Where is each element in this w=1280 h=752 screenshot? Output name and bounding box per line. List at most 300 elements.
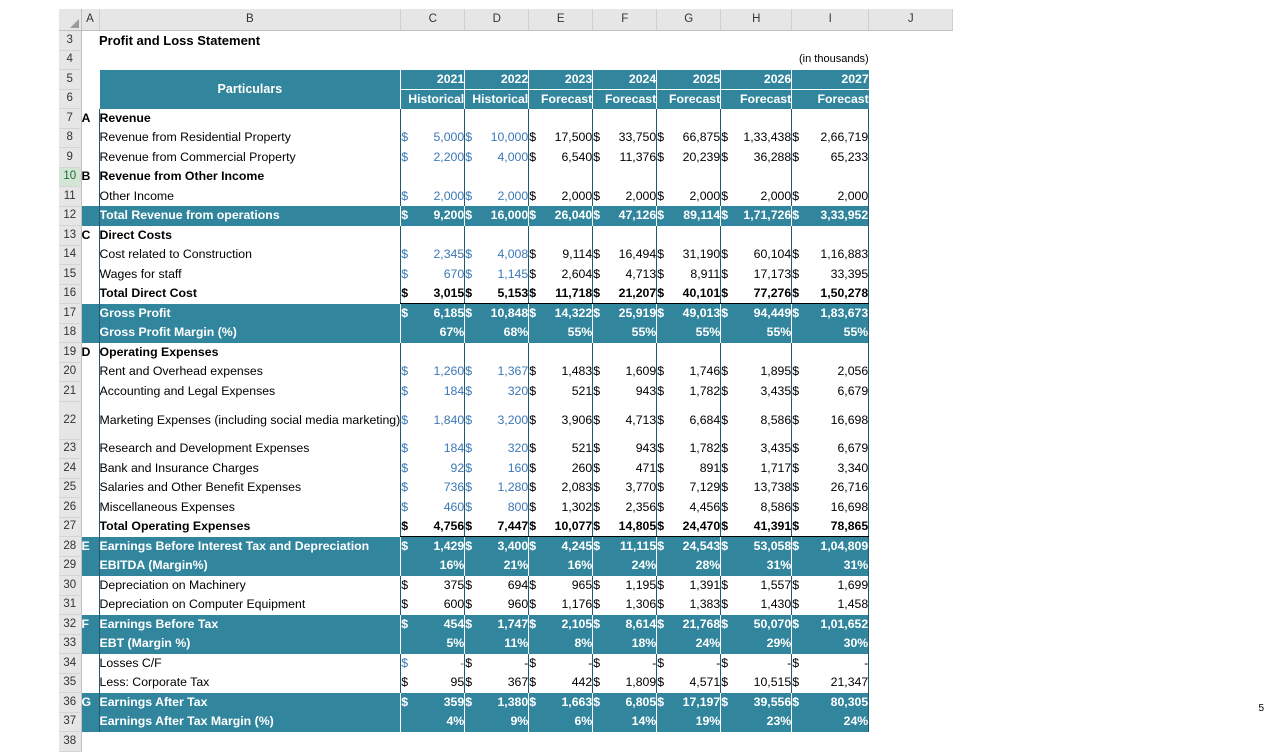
line-item-label[interactable]: Cost related to Construction [99, 245, 401, 265]
value-cell[interactable]: 19% [657, 712, 721, 732]
cell[interactable] [869, 284, 953, 304]
value-cell[interactable] [721, 206, 792, 226]
cell[interactable] [869, 245, 953, 265]
value-cell[interactable] [792, 265, 869, 285]
value-cell[interactable] [792, 362, 869, 382]
value-cell[interactable] [465, 382, 529, 402]
value-cell[interactable]: 16% [401, 556, 465, 576]
cell[interactable] [869, 537, 953, 557]
value-cell[interactable] [721, 478, 792, 498]
value-cell[interactable] [657, 128, 721, 148]
section-letter[interactable] [81, 576, 99, 596]
row-header[interactable]: 38 [59, 732, 81, 752]
row-header[interactable]: 19 [59, 343, 81, 363]
value-cell[interactable] [792, 187, 869, 207]
value-cell[interactable] [465, 595, 529, 615]
value-cell[interactable] [721, 439, 792, 459]
value-cell[interactable] [529, 382, 593, 402]
row-header[interactable]: 9 [59, 148, 81, 168]
value-cell[interactable] [401, 478, 465, 498]
line-item-label[interactable]: Less: Corporate Tax [99, 673, 401, 693]
value-cell[interactable] [401, 382, 465, 402]
value-cell[interactable] [593, 206, 657, 226]
value-cell[interactable]: 55% [657, 323, 721, 343]
cell[interactable] [869, 89, 953, 109]
row-header[interactable]: 25 [59, 478, 81, 498]
line-item-label[interactable]: Total Revenue from operations [99, 206, 401, 226]
section-letter[interactable]: A [81, 110, 91, 125]
value-cell[interactable] [465, 304, 529, 324]
value-cell[interactable] [792, 498, 869, 518]
line-item-label[interactable]: Research and Development Expenses [99, 439, 401, 459]
cell[interactable] [869, 401, 953, 439]
value-cell[interactable] [792, 439, 869, 459]
value-cell[interactable] [401, 498, 465, 518]
value-cell[interactable] [593, 595, 657, 615]
section-letter[interactable] [81, 245, 99, 265]
value-cell[interactable] [792, 615, 869, 635]
section-letter[interactable] [81, 654, 99, 674]
value-cell[interactable] [792, 284, 869, 304]
section-letter[interactable] [81, 187, 99, 207]
row-header[interactable]: 22 [59, 401, 81, 439]
value-cell[interactable]: 18% [593, 634, 657, 654]
line-item-label[interactable]: Depreciation on Computer Equipment [99, 595, 401, 615]
line-item-label[interactable]: Other Income [99, 187, 401, 207]
value-cell[interactable] [401, 187, 465, 207]
section-letter[interactable] [81, 498, 99, 518]
value-cell[interactable] [792, 206, 869, 226]
cell[interactable] [721, 226, 792, 246]
value-cell[interactable] [401, 401, 465, 439]
cell[interactable] [869, 206, 953, 226]
cell[interactable] [721, 109, 792, 129]
section-letter[interactable]: E [81, 537, 99, 557]
value-cell[interactable] [465, 245, 529, 265]
section-letter[interactable] [81, 478, 99, 498]
section-letter[interactable] [81, 323, 99, 343]
value-cell[interactable] [529, 478, 593, 498]
value-cell[interactable] [657, 245, 721, 265]
cell[interactable] [869, 304, 953, 324]
value-cell[interactable] [792, 148, 869, 168]
line-item-label[interactable]: Wages for staff [99, 265, 401, 285]
value-cell[interactable] [401, 265, 465, 285]
row-header[interactable]: 16 [59, 284, 81, 304]
cell[interactable] [465, 226, 529, 246]
value-cell[interactable] [792, 304, 869, 324]
cell[interactable] [529, 167, 593, 187]
value-cell[interactable] [657, 517, 721, 537]
line-item-label[interactable]: Accounting and Legal Expenses [99, 382, 401, 402]
cell[interactable] [593, 109, 657, 129]
cell[interactable] [401, 109, 465, 129]
value-cell[interactable] [721, 498, 792, 518]
value-cell[interactable] [657, 265, 721, 285]
line-item-label[interactable]: Revenue from Commercial Property [99, 148, 401, 168]
value-cell[interactable] [657, 498, 721, 518]
value-cell[interactable]: 24% [792, 712, 869, 732]
cell[interactable] [869, 265, 953, 285]
value-cell[interactable] [465, 128, 529, 148]
value-cell[interactable] [593, 187, 657, 207]
value-cell[interactable] [465, 478, 529, 498]
row-header[interactable]: 5 [59, 70, 81, 90]
value-cell[interactable] [593, 304, 657, 324]
row-header[interactable]: 17 [59, 304, 81, 324]
section-letter[interactable] [81, 128, 99, 148]
section-letter[interactable] [81, 634, 99, 654]
cell[interactable] [593, 31, 953, 51]
value-cell[interactable]: 30% [792, 634, 869, 654]
line-item-label[interactable]: Gross Profit [99, 304, 401, 324]
value-cell[interactable] [401, 615, 465, 635]
value-cell[interactable] [401, 439, 465, 459]
row-header[interactable]: 34 [59, 654, 81, 674]
row-header[interactable]: 10 [59, 167, 81, 187]
value-cell[interactable] [657, 206, 721, 226]
section-letter[interactable] [81, 265, 99, 285]
row-header[interactable]: 35 [59, 673, 81, 693]
units-note[interactable]: (in thousands) [799, 53, 869, 66]
value-cell[interactable] [529, 284, 593, 304]
value-cell[interactable] [593, 459, 657, 479]
section-letter[interactable] [81, 673, 99, 693]
line-item-label[interactable]: Revenue from Other Income [99, 167, 401, 187]
cell[interactable] [869, 576, 953, 596]
value-cell[interactable]: 21% [465, 556, 529, 576]
value-cell[interactable] [593, 478, 657, 498]
cell[interactable] [869, 50, 953, 70]
value-cell[interactable] [657, 537, 721, 557]
value-cell[interactable] [593, 245, 657, 265]
row-header[interactable]: 29 [59, 556, 81, 576]
cell[interactable] [593, 343, 657, 363]
value-cell[interactable] [657, 284, 721, 304]
value-cell[interactable]: 24% [657, 634, 721, 654]
value-cell[interactable] [721, 459, 792, 479]
value-cell[interactable] [401, 654, 465, 674]
value-cell[interactable] [529, 245, 593, 265]
value-cell[interactable] [721, 615, 792, 635]
value-cell[interactable]: 11% [465, 634, 529, 654]
value-cell[interactable]: 55% [721, 323, 792, 343]
section-letter[interactable] [81, 712, 99, 732]
cell[interactable] [792, 226, 869, 246]
row-header[interactable]: 37 [59, 712, 81, 732]
cell[interactable] [81, 70, 99, 90]
year-header[interactable]: 2024 [593, 70, 657, 90]
line-item-label[interactable]: Depreciation on Machinery [99, 576, 401, 596]
value-cell[interactable]: 29% [721, 634, 792, 654]
cell[interactable] [792, 109, 869, 129]
value-cell[interactable]: 4% [401, 712, 465, 732]
value-cell[interactable] [657, 576, 721, 596]
value-cell[interactable] [792, 654, 869, 674]
column-header[interactable]: D [465, 9, 529, 31]
value-cell[interactable]: 16% [529, 556, 593, 576]
cell[interactable] [593, 226, 657, 246]
value-cell[interactable] [721, 673, 792, 693]
line-item-label[interactable]: Earnings Before Tax [99, 615, 401, 635]
value-cell[interactable] [593, 615, 657, 635]
cell[interactable] [657, 343, 721, 363]
year-header[interactable]: 2023 [529, 70, 593, 90]
value-cell[interactable] [721, 362, 792, 382]
column-header[interactable]: B [99, 9, 401, 31]
cell[interactable] [869, 654, 953, 674]
cell[interactable] [869, 439, 953, 459]
value-cell[interactable] [529, 615, 593, 635]
value-cell[interactable] [465, 537, 529, 557]
value-cell[interactable] [657, 595, 721, 615]
value-cell[interactable]: 31% [721, 556, 792, 576]
value-cell[interactable] [721, 382, 792, 402]
value-cell[interactable] [529, 576, 593, 596]
value-cell[interactable] [792, 245, 869, 265]
row-header[interactable]: 14 [59, 245, 81, 265]
value-cell[interactable] [593, 148, 657, 168]
column-header[interactable]: A [81, 9, 99, 31]
section-letter[interactable] [81, 439, 99, 459]
cell[interactable] [401, 343, 465, 363]
cell[interactable] [869, 70, 953, 90]
value-cell[interactable] [401, 595, 465, 615]
value-cell[interactable] [792, 537, 869, 557]
cell[interactable] [792, 167, 869, 187]
cell[interactable] [81, 50, 721, 70]
value-cell[interactable] [401, 206, 465, 226]
cell[interactable] [869, 167, 953, 187]
year-header[interactable]: 2022 [465, 70, 529, 90]
value-cell[interactable] [465, 654, 529, 674]
year-header[interactable]: 2025 [657, 70, 721, 90]
column-header[interactable]: F [593, 9, 657, 31]
value-cell[interactable] [529, 517, 593, 537]
value-cell[interactable]: 28% [657, 556, 721, 576]
select-all-corner[interactable] [59, 9, 81, 31]
cell[interactable] [869, 109, 953, 129]
value-cell[interactable]: 55% [792, 323, 869, 343]
value-cell[interactable] [465, 439, 529, 459]
line-item-label[interactable]: Earnings After Tax Margin (%) [99, 712, 401, 732]
row-header[interactable]: 20 [59, 362, 81, 382]
line-item-label[interactable]: Revenue from Residential Property [99, 128, 401, 148]
row-header[interactable]: 8 [59, 128, 81, 148]
cell[interactable] [869, 556, 953, 576]
value-cell[interactable] [401, 284, 465, 304]
value-cell[interactable] [465, 148, 529, 168]
cell[interactable] [869, 459, 953, 479]
cell[interactable] [721, 343, 792, 363]
section-letter[interactable] [81, 148, 99, 168]
value-cell[interactable] [401, 673, 465, 693]
cell[interactable] [792, 343, 869, 363]
value-cell[interactable] [792, 693, 869, 713]
line-item-label[interactable]: Earnings After Tax [99, 693, 401, 713]
value-cell[interactable] [593, 654, 657, 674]
value-cell[interactable] [465, 693, 529, 713]
value-cell[interactable] [401, 459, 465, 479]
line-item-label[interactable]: Revenue [99, 109, 401, 129]
section-letter[interactable] [81, 556, 99, 576]
section-letter[interactable]: B [81, 169, 91, 184]
line-item-label[interactable]: Marketing Expenses (including social media marketing) [99, 401, 401, 439]
value-cell[interactable]: 14% [593, 712, 657, 732]
cell[interactable] [721, 167, 792, 187]
value-cell[interactable] [465, 206, 529, 226]
column-header[interactable]: J [869, 9, 953, 31]
row-header[interactable]: 4 [59, 50, 81, 70]
cell[interactable] [529, 343, 593, 363]
cell[interactable] [657, 226, 721, 246]
value-cell[interactable] [465, 187, 529, 207]
value-cell[interactable]: 55% [529, 323, 593, 343]
cell[interactable] [465, 167, 529, 187]
value-cell[interactable] [529, 693, 593, 713]
cell[interactable] [869, 712, 953, 732]
value-cell[interactable] [657, 401, 721, 439]
value-cell[interactable] [657, 304, 721, 324]
value-cell[interactable] [465, 673, 529, 693]
value-cell[interactable]: 9% [465, 712, 529, 732]
value-cell[interactable] [792, 576, 869, 596]
line-item-label[interactable]: Total Direct Cost [99, 284, 401, 304]
value-cell[interactable] [657, 615, 721, 635]
row-header[interactable]: 13 [59, 226, 81, 246]
row-header[interactable]: 27 [59, 517, 81, 537]
value-cell[interactable] [593, 382, 657, 402]
value-cell[interactable]: 31% [792, 556, 869, 576]
value-cell[interactable]: 6% [529, 712, 593, 732]
value-cell[interactable]: 67% [401, 323, 465, 343]
row-header[interactable]: 15 [59, 265, 81, 285]
cell[interactable] [869, 187, 953, 207]
value-cell[interactable] [401, 245, 465, 265]
section-letter[interactable] [81, 362, 99, 382]
cell[interactable] [869, 615, 953, 635]
row-header[interactable]: 24 [59, 459, 81, 479]
value-cell[interactable] [593, 537, 657, 557]
value-cell[interactable] [529, 362, 593, 382]
value-cell[interactable] [657, 187, 721, 207]
period-type-header[interactable]: Historical [401, 89, 465, 109]
value-cell[interactable] [529, 304, 593, 324]
value-cell[interactable] [657, 382, 721, 402]
line-item-label[interactable]: Salaries and Other Benefit Expenses [99, 478, 401, 498]
particulars-header[interactable]: Particulars [99, 70, 401, 109]
line-item-label[interactable]: Direct Costs [99, 226, 401, 246]
cell[interactable] [869, 226, 953, 246]
value-cell[interactable] [792, 459, 869, 479]
period-type-header[interactable]: Forecast [721, 89, 792, 109]
value-cell[interactable] [721, 304, 792, 324]
value-cell[interactable] [401, 128, 465, 148]
value-cell[interactable]: 23% [721, 712, 792, 732]
year-header[interactable]: 2021 [401, 70, 465, 90]
value-cell[interactable] [465, 362, 529, 382]
row-header[interactable]: 28 [59, 537, 81, 557]
line-item-label[interactable]: Rent and Overhead expenses [99, 362, 401, 382]
value-cell[interactable] [721, 284, 792, 304]
period-type-header[interactable]: Forecast [593, 89, 657, 109]
cell[interactable] [593, 167, 657, 187]
value-cell[interactable] [792, 128, 869, 148]
section-letter[interactable]: F [81, 615, 99, 635]
column-header[interactable]: C [401, 9, 465, 31]
value-cell[interactable] [721, 654, 792, 674]
value-cell[interactable] [593, 362, 657, 382]
value-cell[interactable] [657, 148, 721, 168]
value-cell[interactable] [792, 517, 869, 537]
row-header[interactable]: 21 [59, 382, 81, 402]
section-letter[interactable] [81, 459, 99, 479]
value-cell[interactable] [465, 401, 529, 439]
value-cell[interactable] [657, 673, 721, 693]
column-header[interactable]: H [721, 9, 792, 31]
cell[interactable] [869, 693, 953, 713]
value-cell[interactable] [721, 576, 792, 596]
row-header[interactable]: 6 [59, 89, 81, 109]
value-cell[interactable] [465, 459, 529, 479]
value-cell[interactable] [721, 265, 792, 285]
cell[interactable] [81, 89, 99, 109]
value-cell[interactable]: 24% [593, 556, 657, 576]
cell[interactable] [401, 226, 465, 246]
line-item-label[interactable]: Operating Expenses [99, 343, 401, 363]
column-header[interactable]: G [657, 9, 721, 31]
cell[interactable] [869, 478, 953, 498]
period-type-header[interactable]: Forecast [529, 89, 593, 109]
cell[interactable] [869, 634, 953, 654]
value-cell[interactable] [529, 654, 593, 674]
line-item-label[interactable]: EBITDA (Margin%) [99, 556, 401, 576]
value-cell[interactable] [401, 537, 465, 557]
row-header[interactable]: 11 [59, 187, 81, 207]
value-cell[interactable] [529, 439, 593, 459]
row-header[interactable]: 33 [59, 634, 81, 654]
row-header[interactable]: 26 [59, 498, 81, 518]
section-letter[interactable] [81, 304, 99, 324]
value-cell[interactable] [529, 128, 593, 148]
line-item-label[interactable]: Losses C/F [99, 654, 401, 674]
year-header[interactable]: 2026 [721, 70, 792, 90]
cell[interactable] [465, 109, 529, 129]
value-cell[interactable] [529, 673, 593, 693]
cell[interactable] [869, 595, 953, 615]
cell[interactable] [657, 167, 721, 187]
value-cell[interactable] [465, 265, 529, 285]
value-cell[interactable] [593, 401, 657, 439]
period-type-header[interactable]: Forecast [792, 89, 869, 109]
column-header[interactable]: E [529, 9, 593, 31]
row-header[interactable]: 36 [59, 693, 81, 713]
value-cell[interactable] [593, 439, 657, 459]
value-cell[interactable] [465, 576, 529, 596]
cell[interactable] [869, 128, 953, 148]
cell[interactable] [657, 109, 721, 129]
value-cell[interactable] [593, 576, 657, 596]
value-cell[interactable] [721, 537, 792, 557]
cell[interactable] [869, 323, 953, 343]
value-cell[interactable] [401, 693, 465, 713]
cell[interactable] [869, 382, 953, 402]
value-cell[interactable] [401, 517, 465, 537]
section-letter[interactable] [81, 517, 99, 537]
value-cell[interactable] [593, 673, 657, 693]
row-header[interactable]: 3 [59, 31, 81, 51]
value-cell[interactable] [792, 478, 869, 498]
